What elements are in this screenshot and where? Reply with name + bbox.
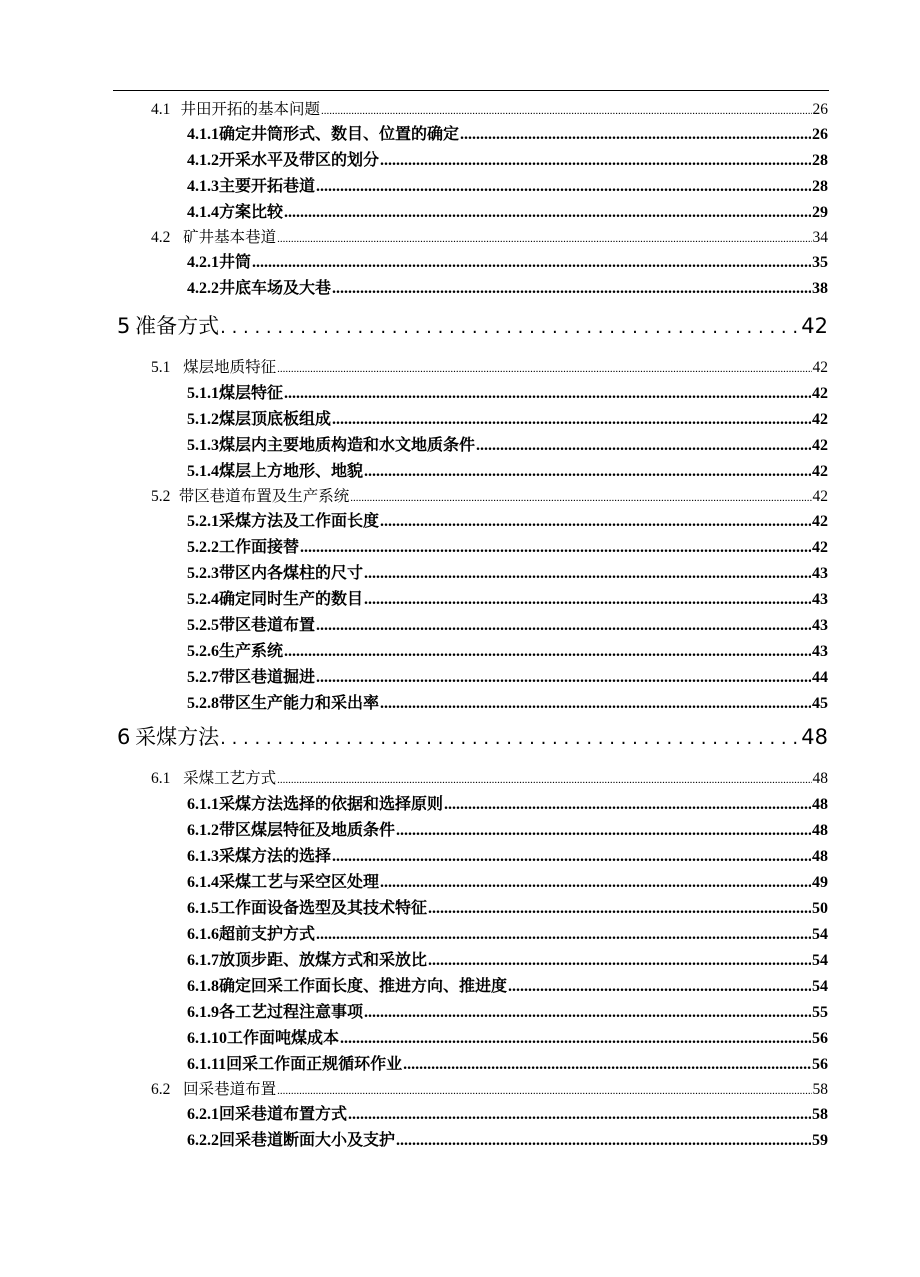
toc-entry-level3[interactable] [187,921,828,947]
toc-entry-level2[interactable] [151,97,828,121]
toc-dot-leader [508,978,811,996]
toc-entry-number: 6.1.10 [187,1030,227,1047]
toc-entry-page: 54 [812,978,828,995]
toc-entry-number: 6.1.8 [187,978,219,995]
toc-entry-page: 58 [812,1081,828,1098]
toc-entry-level3[interactable] [187,664,828,690]
toc-entry-title: 煤层内主要地质构造和水文地质条件 [219,437,476,454]
toc-entry-level3[interactable] [187,1127,828,1153]
toc-entry-title: 采煤方法 [135,725,220,749]
toc-dot-leader [321,101,811,119]
toc-entry-number: 6.1.1 [187,796,219,813]
toc-entry-number: 5.2.7 [187,669,219,686]
toc-entry-page: 42 [812,411,828,428]
toc-entry-title: 放顶步距、放煤方式和采放比 [219,952,428,969]
toc-entry-title: 确定回采工作面长度、推进方向、推进度 [219,978,508,995]
toc-dot-leader [348,1106,811,1124]
toc-dot-leader [403,1056,811,1074]
toc-entry-number: 4.2.1 [187,254,219,271]
toc-dot-leader [316,669,811,687]
toc-dot-leader [380,874,811,892]
toc-entry-page: 55 [812,1004,828,1021]
toc-entry-number: 5.2.6 [187,643,219,660]
toc-dot-leader [220,725,800,749]
toc-entry-level3[interactable] [187,508,828,534]
toc-entry-level3[interactable] [187,249,828,275]
toc-entry-title: 确定同时生产的数目 [219,591,364,608]
toc-entry-chapter[interactable] [117,721,828,761]
toc-entry-number: 4.1 [151,101,171,118]
toc-dot-leader [364,565,811,583]
toc-entry-level3[interactable] [187,999,828,1025]
toc-dot-leader [364,1004,811,1022]
toc-entry-title: 带区巷道掘进 [219,669,316,686]
header-rule [113,90,829,91]
toc-entry-page: 58 [812,1106,828,1123]
toc-entry-page: 56 [812,1030,828,1047]
toc-dot-leader [277,1081,811,1099]
toc-entry-level3[interactable] [187,380,828,406]
toc-entry-title: 煤层上方地形、地貌 [219,463,364,480]
toc-entry-level3[interactable] [187,534,828,560]
toc-entry-page: 29 [812,204,828,221]
toc-entry-number: 5.2.8 [187,695,219,712]
toc-entry-page: 42 [812,463,828,480]
toc-dot-leader [332,848,811,866]
toc-entry-number: 4.1.4 [187,204,219,221]
toc-entry-number: 5 [117,314,131,338]
toc-entry-number: 6.1.2 [187,822,219,839]
toc-entry-page: 43 [812,591,828,608]
toc-entry-level2[interactable] [151,225,828,249]
toc-entry-title: 工作面吨煤成本 [227,1030,340,1047]
toc-entry-number: 6.2.2 [187,1132,219,1149]
toc-entry-title: 开采水平及带区的划分 [219,152,380,169]
toc-entry-page: 42 [812,539,828,556]
toc-entry-number: 6.1.4 [187,874,219,891]
toc-entry-page: 35 [812,254,828,271]
toc-entry-page: 50 [812,900,828,917]
toc-entry-level3[interactable] [187,432,828,458]
toc-entry-number: 5.1.3 [187,437,219,454]
toc-entry-number: 6.1.9 [187,1004,219,1021]
toc-dot-leader [396,1132,811,1150]
toc-entry-number: 4.1.3 [187,178,219,195]
toc-dot-leader [277,770,811,788]
toc-entry-title: 井筒 [219,254,252,271]
toc-entry-number: 4.1.2 [187,152,219,169]
toc-entry-level3[interactable] [187,560,828,586]
toc-dot-leader [380,695,811,713]
toc-entry-title: 回采工作面正规循环作业 [226,1056,403,1073]
toc-entry-title: 生产系统 [219,643,284,660]
toc-entry-level3[interactable] [187,1051,828,1077]
toc-entry-number: 5.2.3 [187,565,219,582]
toc-entry-title: 确定井筒形式、数目、位置的确定 [219,126,460,143]
toc-entry-chapter[interactable] [117,310,828,350]
toc-entry-level3[interactable] [187,843,828,869]
toc-entry-page: 56 [812,1056,828,1073]
toc-entry-page: 45 [812,695,828,712]
toc-entry-number: 4.2 [151,229,171,246]
toc-dot-leader [428,952,811,970]
toc-dot-leader [332,411,811,429]
toc-entry-number: 6.2.1 [187,1106,219,1123]
toc-entry-page: 42 [812,359,828,376]
toc-entry-number: 5.2.1 [187,513,219,530]
toc-entry-number: 5.2.5 [187,617,219,634]
toc-dot-leader [284,204,811,222]
toc-entry-title: 煤层地质特征 [183,359,277,376]
toc-entry-level3[interactable] [187,173,828,199]
toc-entry-title: 方案比较 [219,204,284,221]
toc-entry-page: 48 [812,848,828,865]
toc-entry-page: 43 [812,565,828,582]
toc-dot-leader [444,796,811,814]
toc-entry-level3[interactable] [187,895,828,921]
toc-dot-leader [316,178,811,196]
toc-entry-level3[interactable] [187,817,828,843]
toc-entry-title: 主要开拓巷道 [219,178,316,195]
toc-entry-page: 48 [812,822,828,839]
toc-entry-number: 4.1.1 [187,126,219,143]
toc-entry-title: 带区煤层特征及地质条件 [219,822,396,839]
toc-entry-number: 5.1.4 [187,463,219,480]
toc-entry-number: 5.1.2 [187,411,219,428]
toc-entry-title: 回采巷道布置方式 [219,1106,348,1123]
toc-entry-title: 准备方式 [135,314,220,338]
toc-entry-page: 44 [812,669,828,686]
toc-entry-title: 采煤方法的选择 [219,848,332,865]
toc-dot-leader [284,385,811,403]
toc-entry-number: 6.1.3 [187,848,219,865]
toc-dot-leader [316,926,811,944]
toc-dot-leader [396,822,811,840]
toc-entry-page: 38 [812,280,828,297]
toc-dot-leader [350,488,811,506]
toc-entry-title: 各工艺过程注意事项 [219,1004,364,1021]
toc-entry-level3[interactable] [187,638,828,664]
toc-entry-title: 煤层顶底板组成 [219,411,332,428]
toc-entry-level2[interactable] [151,355,828,379]
toc-dot-leader [428,900,811,918]
toc-entry-number: 6.1.7 [187,952,219,969]
toc-entry-number: 6.1.5 [187,900,219,917]
toc-entry-page: 48 [812,770,828,787]
toc-entry-number: 6.1 [151,770,171,787]
toc-dot-leader [364,463,811,481]
toc-dot-leader [380,152,811,170]
toc-entry-title: 采煤方法及工作面长度 [219,513,380,530]
toc-dot-leader [277,229,811,247]
toc-entry-level3[interactable] [187,121,828,147]
toc-dot-leader [380,513,811,531]
toc-entry-page: 26 [812,126,828,143]
toc-entry-page: 43 [812,643,828,660]
toc-entry-page: 28 [812,178,828,195]
toc-entry-title: 工作面接替 [219,539,300,556]
toc-entry-level3[interactable] [187,869,828,895]
toc-entry-level3[interactable] [187,791,828,817]
toc-entry-page: 28 [812,152,828,169]
toc-dot-leader [364,591,811,609]
toc-dot-leader [460,126,811,144]
toc-entry-page: 48 [812,796,828,813]
toc-dot-leader [300,539,811,557]
toc-entry-title: 井底车场及大巷 [219,280,332,297]
toc-entry-title: 带区巷道布置 [219,617,316,634]
toc-entry-page: 43 [812,617,828,634]
toc-entry-page: 26 [812,101,828,118]
toc-entry-level3[interactable] [187,612,828,638]
toc-dot-leader [340,1030,811,1048]
toc-entry-number: 6.2 [151,1081,171,1098]
toc-entry-number: 5.2.4 [187,591,219,608]
toc-entry-title: 井田开拓的基本问题 [180,101,321,118]
toc-dot-leader [220,314,800,338]
toc-entry-number: 6 [117,725,131,749]
toc-entry-level3[interactable] [187,275,828,301]
toc-entry-number: 5.2 [151,488,171,505]
toc-entry-page: 34 [812,229,828,246]
toc-entry-title: 采煤工艺与采空区处理 [219,874,380,891]
toc-entry-title: 回采巷道布置 [183,1081,277,1098]
toc-entry-page: 49 [812,874,828,891]
toc-entry-level3[interactable] [187,690,828,716]
toc-entry-number: 6.1.6 [187,926,219,943]
toc-dot-leader [476,437,811,455]
toc-entry-level3[interactable] [187,199,828,225]
toc-entry-page: 54 [812,926,828,943]
toc-entry-page: 54 [812,952,828,969]
toc-entry-title: 带区内各煤柱的尺寸 [219,565,364,582]
toc-entry-title: 带区巷道布置及生产系统 [178,488,350,505]
toc-entry-page: 48 [801,725,828,749]
toc-entry-title: 煤层特征 [219,385,284,402]
toc-entry-title: 超前支护方式 [219,926,316,943]
toc-entry-level2[interactable] [151,1077,828,1101]
toc-entry-page: 42 [812,385,828,402]
toc-entry-level3[interactable] [187,406,828,432]
toc-dot-leader [277,359,811,377]
toc-entry-title: 采煤工艺方式 [183,770,277,787]
toc-entry-title: 采煤方法选择的依据和选择原则 [219,796,444,813]
toc-entry-title: 矿井基本巷道 [183,229,277,246]
toc-dot-leader [332,280,811,298]
toc-entry-level2[interactable] [151,484,828,508]
toc-dot-leader [252,254,811,272]
toc-entry-level3[interactable] [187,947,828,973]
toc-entry-level3[interactable] [187,458,828,484]
toc-entry-number: 6.1.11 [187,1056,227,1073]
toc-entry-title: 工作面设备选型及其技术特征 [219,900,428,917]
toc-entry-page: 42 [812,513,828,530]
toc-entry-title: 带区生产能力和采出率 [219,695,380,712]
toc-entry-level3[interactable] [187,586,828,612]
toc-dot-leader [284,643,811,661]
toc-entry-page: 42 [812,437,828,454]
toc-entry-title: 回采巷道断面大小及支护 [219,1132,396,1149]
toc-entry-page: 42 [812,488,828,505]
toc-entry-page: 42 [801,314,828,338]
toc-entry-level3[interactable] [187,147,828,173]
toc-entry-level2[interactable] [151,766,828,790]
toc-entry-level3[interactable] [187,1101,828,1127]
toc-entry-number: 5.1.1 [187,385,219,402]
toc-entry-number: 4.2.2 [187,280,219,297]
toc-entry-number: 5.2.2 [187,539,219,556]
toc-entry-page: 59 [812,1132,828,1149]
toc-entry-level3[interactable] [187,973,828,999]
toc-entry-number: 5.1 [151,359,171,376]
toc-dot-leader [316,617,811,635]
toc-entry-level3[interactable] [187,1025,828,1051]
